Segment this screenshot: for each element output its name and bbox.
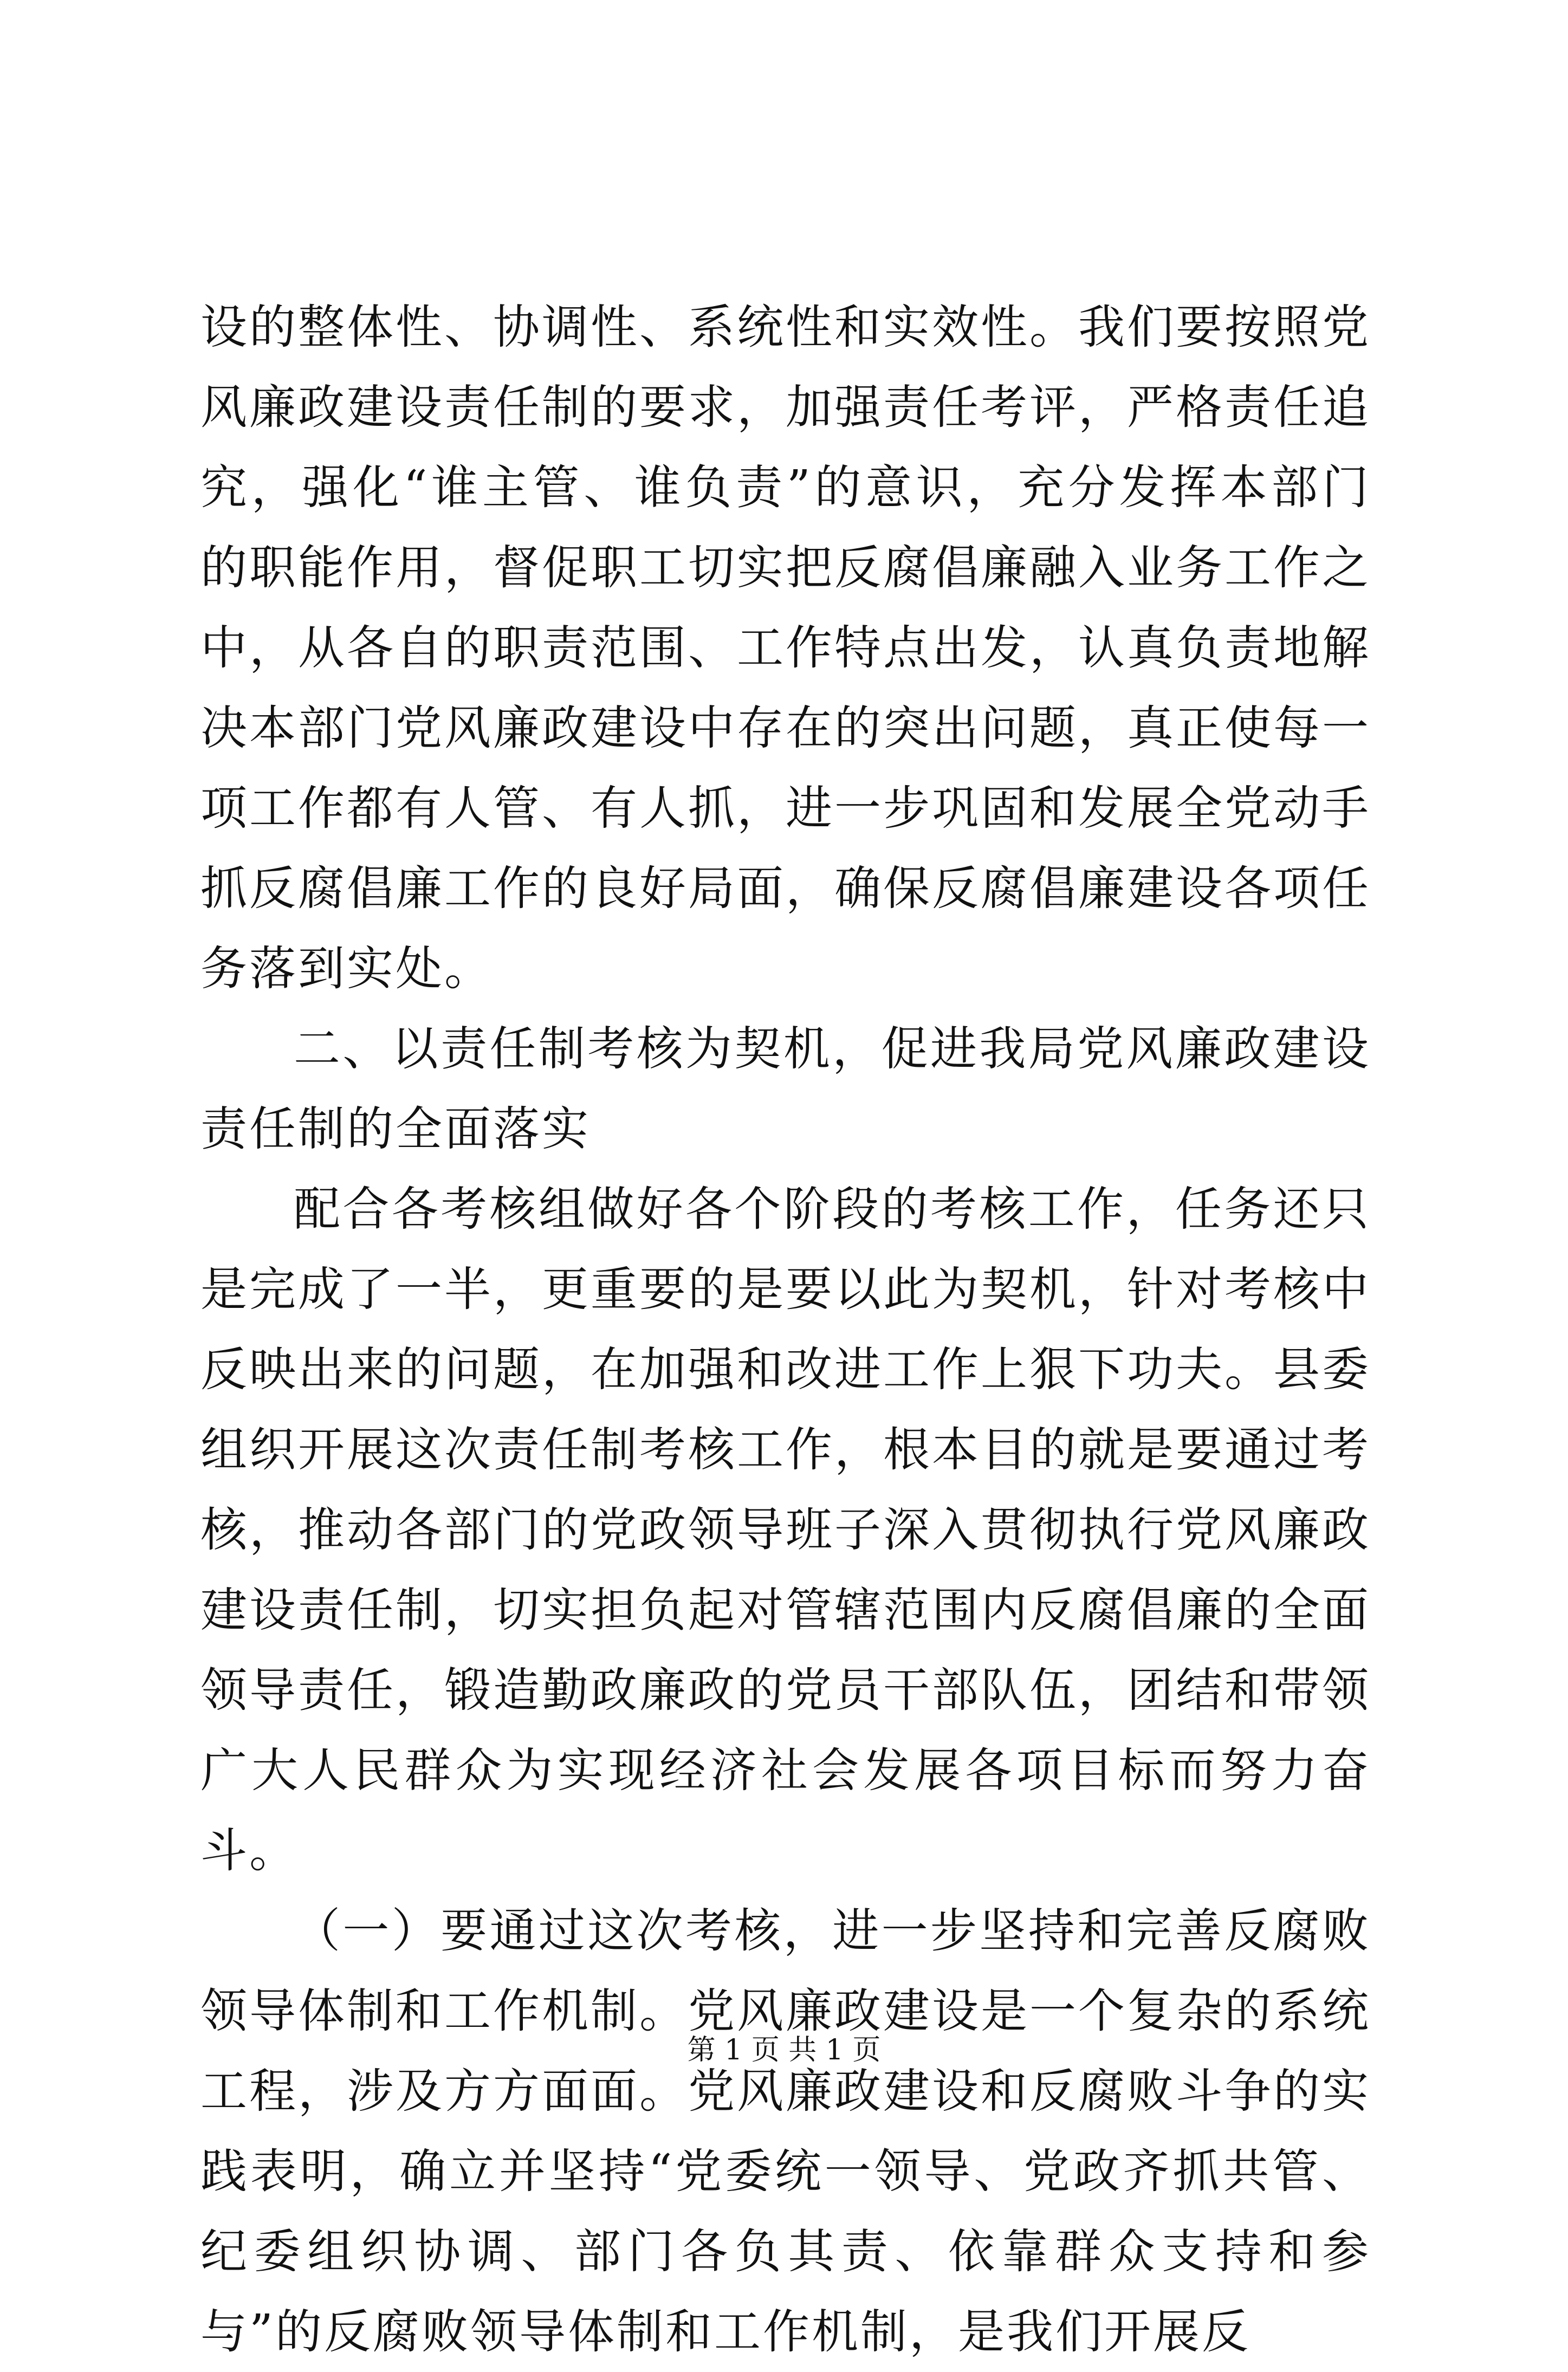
- section-heading-two: 二、以责任制考核为契机，促进我局党风廉政建设责任制的全面落实: [200, 1022, 1371, 1156]
- paragraph-continuation: 设的整体性、协调性、系统性和实效性。我们要按照党风廉政建设责任制的要求，加强责任考评，严格责任追究，强化“谁主管、谁负责”的意识，充分发挥本部门的职能作用，督促职工切实把反腐倡廉融入业务工作之中，从各自的职责范围、工作特点出发，认真负责地解决本部门党风廉政建设中存在的突出问题，真正使每一项工作都有人管、有人抓，进一步巩固和发展全党动手抓反腐倡廉工作的良好局面，确保反腐倡廉建设各项任务落到实处。: [200, 300, 1371, 996]
- paragraph-assessment: 配合各考核组做好各个阶段的考核工作，任务还只是完成了一半，更重要的是要以此为契机，针对考核中反映出来的问题，在加强和改进工作上狠下功夫。县委组织开展这次责任制考核工作，根本目的就是要通过考核，推动各部门的党政领导班子深入贯彻执行党风廉政建设责任制，切实担负起对管辖范围内反腐倡廉的全面领导责任，锻造勤政廉政的党员干部队伍，团结和带领广大人民群众为实现经济社会发展各项目标而努力奋斗。: [200, 1182, 1371, 1878]
- page-number-footer: 第 1 页 共 1 页: [687, 2034, 881, 2066]
- paragraph-item-one: （一）要通过这次考核，进一步坚持和完善反腐败领导体制和工作机制。党风廉政建设是一个复杂的系统工程，涉及方方面面。党风廉政建设和反腐败斗争的实践表明，确立并坚持“党委统一领导、党政齐抓共管、纪委组织协调、部门各负其责、依靠群众支持和参与”的反腐败领导体制和工作机制，是我们开展反: [200, 1904, 1371, 2359]
